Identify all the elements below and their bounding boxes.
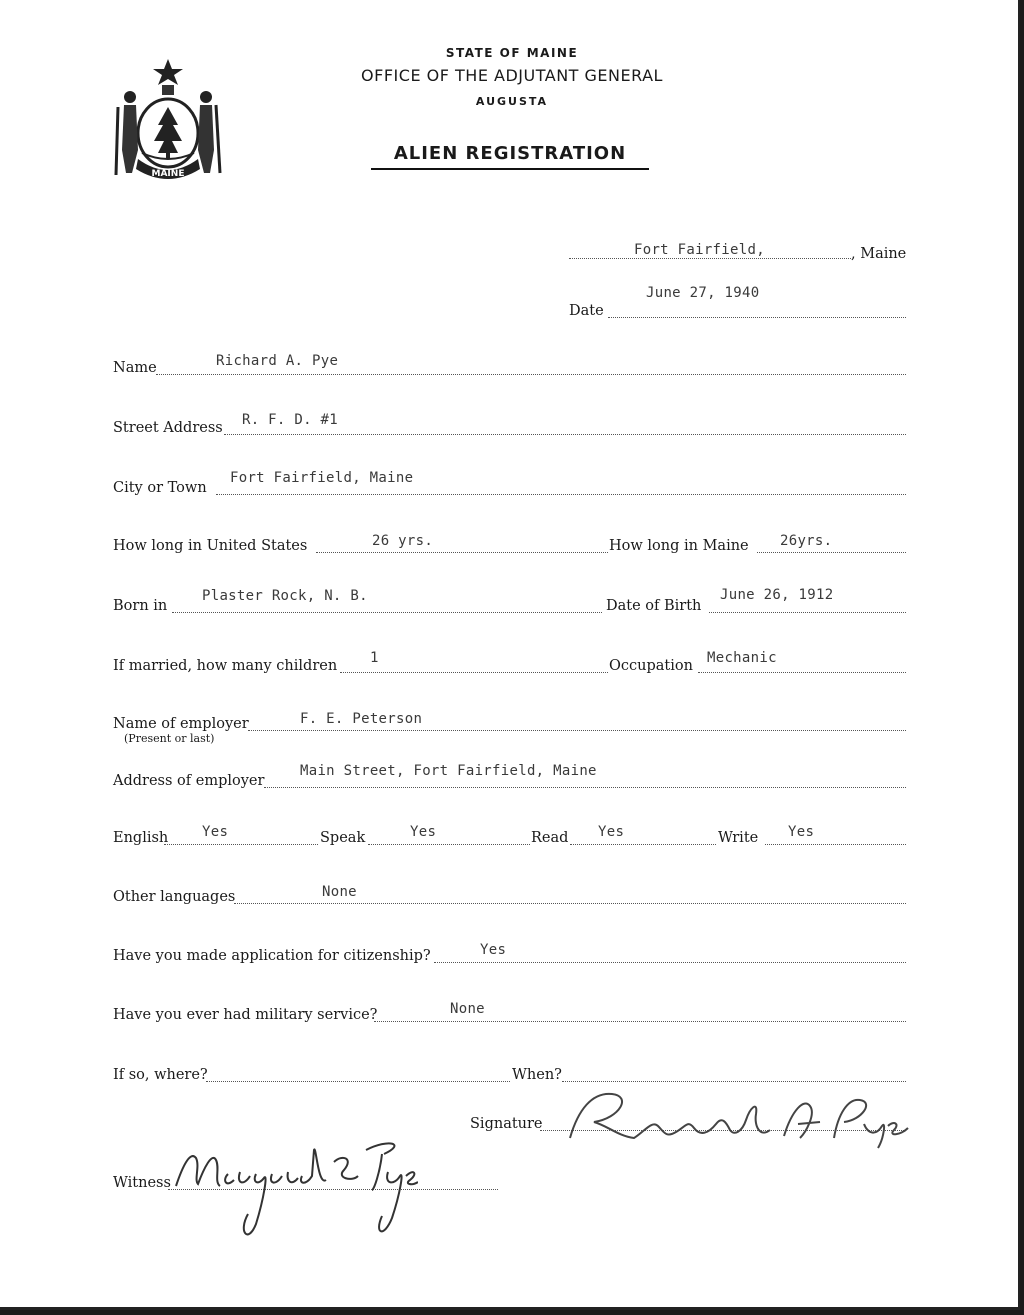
- how-long-us-label: How long in United States: [113, 538, 308, 554]
- born-in-value: Plaster Rock, N. B.: [202, 588, 368, 604]
- english-value: Yes: [202, 824, 229, 840]
- employer-name-value: F. E. Peterson: [300, 711, 423, 727]
- signature-label: Signature: [470, 1116, 543, 1132]
- name-line: [156, 374, 906, 375]
- date-value: June 27, 1940: [646, 285, 760, 301]
- witness-handwriting-icon: [168, 1128, 418, 1246]
- speak-value: Yes: [410, 824, 437, 840]
- military-value: None: [450, 1001, 485, 1017]
- date-of-birth-label: Date of Birth: [606, 598, 702, 614]
- street-address-label: Street Address: [113, 420, 223, 436]
- speak-line: [368, 844, 530, 845]
- form-title: ALIEN REGISTRATION: [371, 143, 649, 170]
- children-line: [340, 672, 608, 673]
- born-in-label: Born in: [113, 598, 168, 614]
- city-town-label: City or Town: [113, 480, 207, 496]
- header-office: OFFICE OF THE ADJUTANT GENERAL: [361, 66, 663, 85]
- read-line: [570, 844, 716, 845]
- when-label: When?: [512, 1067, 562, 1083]
- citizenship-line: [434, 962, 906, 963]
- header-city: AUGUSTA: [475, 95, 549, 108]
- city-town-line: [216, 494, 906, 495]
- seal-ribbon-text: MAINE: [151, 169, 185, 179]
- witness-label: Witness: [113, 1175, 171, 1191]
- children-label: If married, how many children: [113, 658, 338, 674]
- born-in-line: [172, 612, 602, 613]
- place-suffix: , Maine: [851, 246, 907, 262]
- children-value: 1: [370, 650, 379, 666]
- speak-label: Speak: [320, 830, 366, 846]
- date-of-birth-value: June 26, 1912: [720, 587, 834, 603]
- how-long-maine-value: 26yrs.: [780, 533, 833, 549]
- employer-name-sublabel: (Present or last): [124, 732, 215, 745]
- date-label: Date: [569, 303, 604, 319]
- signature-handwriting-icon: [548, 1080, 918, 1160]
- military-label: Have you ever had military service?: [113, 1007, 378, 1023]
- name-value: Richard A. Pye: [216, 353, 339, 369]
- citizenship-label: Have you made application for citizenship?: [113, 948, 431, 964]
- other-languages-label: Other languages: [113, 889, 236, 905]
- read-value: Yes: [598, 824, 625, 840]
- employer-name-line: [248, 730, 906, 731]
- date-of-birth-line: [709, 612, 906, 613]
- occupation-value: Mechanic: [707, 650, 777, 666]
- street-address-value: R. F. D. #1: [242, 412, 339, 428]
- employer-address-label: Address of employer: [113, 773, 265, 789]
- place-line: [569, 258, 851, 259]
- header-state: STATE OF MAINE: [445, 46, 579, 60]
- how-long-us-value: 26 yrs.: [372, 533, 434, 549]
- place-value: Fort Fairfield,: [634, 242, 765, 258]
- where-line: [206, 1081, 510, 1082]
- employer-name-label: Name of employer: [113, 716, 249, 732]
- street-address-line: [224, 434, 906, 435]
- city-town-value: Fort Fairfield, Maine: [230, 470, 414, 486]
- citizenship-value: Yes: [480, 942, 507, 958]
- occupation-label: Occupation: [609, 658, 693, 674]
- military-line: [374, 1021, 906, 1022]
- date-line: [608, 317, 906, 318]
- english-line: [164, 844, 318, 845]
- where-label: If so, where?: [113, 1067, 208, 1083]
- write-label: Write: [718, 830, 759, 846]
- employer-address-value: Main Street, Fort Fairfield, Maine: [300, 763, 597, 779]
- how-long-us-line: [316, 552, 608, 553]
- other-languages-value: None: [322, 884, 357, 900]
- english-label: English: [113, 830, 169, 846]
- name-label: Name: [113, 360, 157, 376]
- write-value: Yes: [788, 824, 815, 840]
- occupation-line: [698, 672, 906, 673]
- employer-address-line: [264, 787, 906, 788]
- how-long-maine-label: How long in Maine: [609, 538, 749, 554]
- how-long-maine-line: [757, 552, 906, 553]
- write-line: [765, 844, 906, 845]
- other-languages-line: [234, 903, 906, 904]
- read-label: Read: [531, 830, 569, 846]
